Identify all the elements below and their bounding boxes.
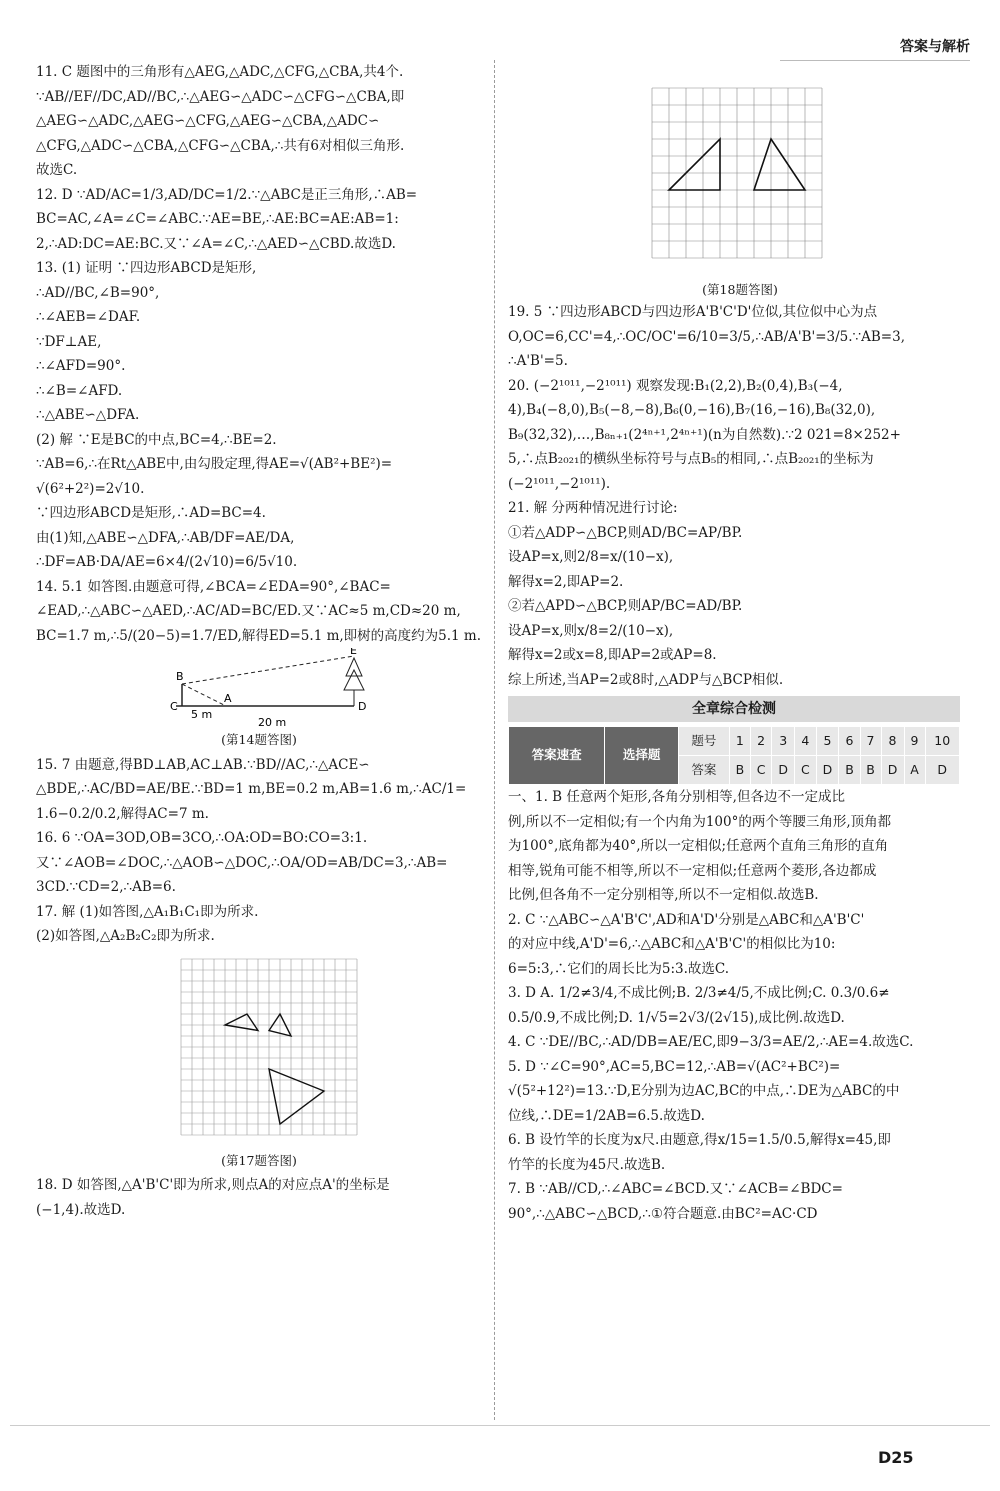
text-line: 5,∴点B₂₀₂₁的横纵坐标符号与点B₅的相同,∴点B₂₀₂₁的坐标为: [508, 451, 874, 467]
text-line: BC=AC,∠A=∠C=∠ABC.∵AE=BE,∴AE:BC=AE:AB=1:: [36, 211, 399, 227]
q15-block: [36, 753, 482, 827]
answer-value: B: [860, 756, 881, 785]
triangle: [669, 139, 720, 190]
reflect-line: [182, 684, 226, 706]
s2-block: [508, 908, 960, 982]
answer-table-label: 答案速查: [509, 727, 605, 785]
s3-block: [508, 981, 960, 1030]
triangle: [754, 139, 805, 190]
text-line: BC=1.7 m,∴5/(20−5)=1.7/ED,解得ED=5.1 m,即树的高度约为5.1 m.: [36, 627, 482, 644]
text-line: 比例,但各角不一定分别相等,所以不一定相似.故选B.: [508, 887, 819, 903]
page-header-title: 答案与解析: [900, 39, 970, 55]
text-line: 为100°,底角都为40°,所以一定相似;任意两个直角三角形的直角: [508, 838, 889, 854]
answer-value: D: [925, 756, 960, 785]
figure-14-diagram: [36, 648, 482, 728]
text-line: 11. C 题图中的三角形有△AEG,△ADC,△CFG,△CBA,共4个.: [36, 64, 404, 80]
answer-number: 2: [750, 727, 771, 756]
answer-number: 1: [729, 727, 750, 756]
figure-17-grid: [36, 949, 482, 1149]
figure-17: [36, 949, 482, 1149]
column-divider: [494, 60, 495, 1420]
text-line: (−1,4).故选D.: [36, 1201, 126, 1218]
text-line: 设AP=x,则x/8=2/(10−x),: [508, 622, 674, 639]
text-line: 2,∴AD:DC=AE:BC.又∵∠A=∠C,∴△AED∽△CBD.故选D.: [36, 235, 396, 252]
text-line: 由(1)知,△ABE∽△DFA,∴AB/DF=AE/DA,: [36, 529, 295, 546]
text-line: 20. (−2¹⁰¹¹,−2¹⁰¹¹) 观察发现:B₁(2,2),B₂(0,4),B₃(−4,: [508, 377, 843, 394]
answer-value: D: [772, 756, 795, 785]
q13-block: [36, 256, 482, 575]
text-line: 位线,∴DE=1/2AB=6.5.故选D.: [508, 1107, 705, 1124]
text-line: 15. 7 由题意,得BD⊥AB,AC⊥AB.∵BD//AC,∴△ACE∽: [36, 756, 370, 773]
answer-value: B: [839, 756, 860, 785]
answer-number: 6: [839, 727, 860, 756]
header-rule: [780, 60, 970, 61]
dist-20m: 20 m: [258, 716, 287, 728]
text-line: △AEG∽△ADC,△AEG∽△CFG,△AEG∽△CBA,△ADC∽: [36, 113, 380, 129]
label-D: D: [358, 700, 367, 713]
s1-block: [508, 785, 960, 908]
text-line: 14. 5.1 如答图.由题意可得,∠BCA=∠EDA=90°,∠BAC=: [36, 578, 391, 595]
answer-value: B: [729, 756, 750, 785]
text-line: 19. 5 ∵四边形ABCD与四边形A'B'C'D'位似,其位似中心为点: [508, 304, 878, 320]
text-line: 2. C ∵△ABC∽△A'B'C',AD和A'D'分别是△ABC和△A'B'C': [508, 911, 865, 928]
text-line: 故选C.: [36, 162, 78, 178]
answer-number: 4: [795, 727, 816, 756]
s5-block: [508, 1055, 960, 1129]
text-line: 6. B 设竹竿的长度为x尺.由题意,得x/15=1.5/0.5,解得x=45,即: [508, 1132, 891, 1148]
answer-number: 10: [925, 727, 960, 756]
sight-line: [182, 656, 354, 684]
text-line: 的对应中线,A'D'=6,∴△ABC和△A'B'C'的相似比为10:: [508, 936, 836, 952]
answer-number: 3: [772, 727, 795, 756]
left-column: [36, 60, 482, 1222]
text-line: 3CD.∵CD=2,∴AB=6.: [36, 879, 176, 895]
label-E: E: [350, 648, 357, 657]
text-line: ①若△ADP∽△BCP,则AD/BC=AP/BP.: [508, 524, 743, 541]
page-number: D25: [878, 1448, 914, 1467]
text-line: B₉(32,32),…,B₈ₙ₊₁(2⁴ⁿ⁺¹,2⁴ⁿ⁺¹)(n为自然数).∵2 021=8×252+: [508, 426, 901, 443]
text-line: 4. C ∵DE//BC,∴AD/DB=AE/EC,即9−3/3=AE/2,∴AE=4.故选C.: [508, 1034, 914, 1050]
footer-rule: [10, 1425, 990, 1426]
q16-block: [36, 826, 482, 900]
text-line: 例,所以不一定相似;有一个内角为100°的两个等腰三角形,顶角都: [508, 813, 892, 830]
figure-18-grid: [640, 70, 840, 280]
text-line: 3. D A. 1/2≠3/4,不成比例;B. 2/3≠4/5,不成比例;C. 0.3/0.6≠: [508, 985, 890, 1001]
text-line: △BDE,∴AC/BD=AE/BE.∵BD=1 m,BE=0.2 m,AB=1.6 m,∴AC/1=: [36, 781, 467, 797]
answer-table: [508, 726, 960, 785]
text-line: ∠EAD,∴△ABC∽△AED,∴AC/AD=BC/ED.又∵AC≈5 m,CD≈20 m,: [36, 603, 461, 619]
label-A: A: [224, 692, 232, 705]
figure-14: [36, 648, 482, 728]
label-C: C: [170, 700, 178, 713]
text-line: 5. D ∵∠C=90°,AC=5,BC=12,∴AB=√(AC²+BC²)=: [508, 1058, 841, 1075]
text-line: (−2¹⁰¹¹,−2¹⁰¹¹).: [508, 475, 611, 492]
text-line: ∴∠AFD=90°.: [36, 358, 126, 374]
answer-value: C: [750, 756, 771, 785]
text-line: 1.6−0.2/0.2,解得AC=7 m.: [36, 805, 209, 822]
text-line: ∵DF⊥AE,: [36, 333, 102, 350]
text-line: ∴∠AEB=∠DAF.: [36, 309, 141, 325]
dist-5m: 5 m: [191, 708, 213, 721]
figure-18: [640, 70, 840, 280]
right-column: [508, 300, 960, 1226]
text-line: 综上所述,当AP=2或8时,△ADP与△BCP相似.: [508, 671, 784, 688]
text-line: 18. D 如答图,△A'B'C'即为所求,则点A的对应点A'的坐标是: [36, 1177, 390, 1193]
answer-number: 5: [816, 727, 839, 756]
q12-block: [36, 183, 482, 257]
text-line: 17. 解 (1)如答图,△A₁B₁C₁即为所求.: [36, 903, 259, 920]
q20-block: [508, 374, 960, 497]
text-line: 设AP=x,则2/8=x/(10−x),: [508, 549, 674, 565]
answer-value: C: [795, 756, 816, 785]
text-line: ∴AD//BC,∠B=90°,: [36, 284, 160, 301]
text-line: △CFG,△ADC∽△CBA,△CFG∽△CBA,∴共有6对相似三角形.: [36, 137, 405, 154]
s6-block: [508, 1128, 960, 1177]
section-title: 全章综合检测: [508, 696, 960, 722]
text-line: ∴DF=AB·DA/AE=6×4/(2√10)=6/5√10.: [36, 554, 298, 570]
text-line: 6=5:3,∴它们的周长比为5:3.故选C.: [508, 960, 730, 977]
text-line: ∴A'B'=5.: [508, 353, 568, 369]
label-B: B: [176, 670, 184, 683]
answer-value: D: [816, 756, 839, 785]
text-line: 13. (1) 证明 ∵四边形ABCD是矩形,: [36, 260, 257, 276]
q11-block: [36, 60, 482, 183]
text-line: 16. 6 ∵OA=3OD,OB=3CO,∴OA:OD=BO:CO=3:1.: [36, 830, 368, 846]
text-line: ∵四边形ABCD是矩形,∴AD=BC=4.: [36, 505, 266, 521]
text-line: 竹竿的长度为45尺.故选B.: [508, 1156, 666, 1173]
text-line: 0.5/0.9,不成比例;D. 1/√5=2√3/(2√15),成比例.故选D.: [508, 1009, 845, 1026]
text-line: 4),B₄(−8,0),B₅(−8,−8),B₆(0,−16),B₇(16,−16),B₈(32,0),: [508, 402, 876, 418]
text-line: (2)如答图,△A₂B₂C₂即为所求.: [36, 928, 215, 944]
q19-block: [508, 300, 960, 374]
text-line: 7. B ∵AB//CD,∴∠ABC=∠BCD.又∵∠ACB=∠BDC=: [508, 1181, 843, 1197]
text-line: ②若△APD∽△BCP,则AP/BC=AD/BP.: [508, 598, 743, 614]
answer-value: D: [881, 756, 904, 785]
text-line: ∴△ABE∽△DFA.: [36, 407, 140, 423]
text-line: 解得x=2或x=8,即AP=2或AP=8.: [508, 647, 717, 663]
answer-value: A: [904, 756, 925, 785]
s4-block: [508, 1030, 960, 1055]
answer-number: 8: [881, 727, 904, 756]
text-line: 21. 解 分两种情况进行讨论:: [508, 500, 678, 516]
text-line: 一、1. B 任意两个矩形,各角分别相等,但各边不一定成比: [508, 789, 845, 805]
answer-number: 9: [904, 727, 925, 756]
triangle: [269, 1069, 324, 1124]
text-line: 解得x=2,即AP=2.: [508, 573, 624, 590]
s7-block: [508, 1177, 960, 1226]
text-line: 又∵∠AOB=∠DOC,∴△AOB∽△DOC,∴OA/OD=AB/DC=3,∴AB=: [36, 854, 448, 871]
q17-block: [36, 900, 482, 949]
text-line: √(5²+12²)=13.∵D,E分别为边AC,BC的中点,∴DE为△ABC的中: [508, 1083, 900, 1099]
answer-table-head-answer: 答案: [678, 756, 729, 785]
text-line: ∵AB=6,∴在Rt△ABE中,由勾股定理,得AE=√(AB²+BE²)=: [36, 456, 393, 472]
text-line: √(6²+2²)=2√10.: [36, 480, 145, 497]
text-line: 12. D ∵AD/AC=1/3,AD/DC=1/2.∵△ABC是正三角形,∴AB=: [36, 186, 418, 203]
figure-18-caption: (第18题答图): [702, 282, 778, 297]
q21-block: [508, 496, 960, 692]
figure-14-caption: (第14题答图): [221, 732, 297, 747]
text-line: 相等,锐角可能不相等,所以不一定相似;任意两个菱形,各边都成: [508, 862, 877, 879]
answer-number: 7: [860, 727, 881, 756]
triangle: [225, 1014, 258, 1031]
answer-table-head-number: 题号: [678, 727, 729, 756]
tree-icon: [346, 658, 362, 676]
answer-table-row-label: 选择题: [605, 727, 679, 785]
figure-17-caption: (第17题答图): [221, 1152, 297, 1168]
text-line: 90°,∴△ABC∽△BCD,∴①符合题意.由BC²=AC·CD: [508, 1205, 818, 1222]
text-line: O,OC=6,CC'=4,∴OC/OC'=6/10=3/5,∴AB/A'B'=3/5.∵AB=3,: [508, 328, 905, 345]
q18-block: [36, 1173, 482, 1222]
q14-block: [36, 575, 482, 649]
text-line: ∴∠B=∠AFD.: [36, 382, 123, 399]
text-line: (2) 解 ∵E是BC的中点,BC=4,∴BE=2.: [36, 431, 277, 448]
text-line: ∵AB//EF//DC,AD//BC,∴△AEG∽△ADC∽△CFG∽△CBA,即: [36, 88, 405, 105]
